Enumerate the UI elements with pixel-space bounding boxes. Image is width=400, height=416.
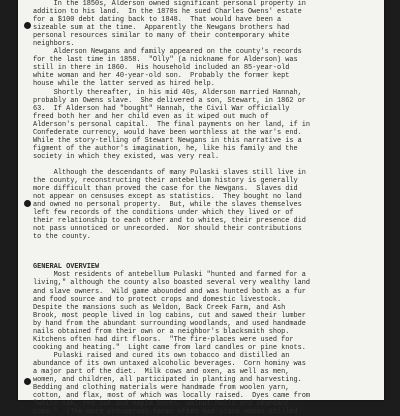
section-heading: GENERAL OVERVIEW	[33, 263, 100, 272]
paragraph: Most residents of antebellum Pulaski "hunted and farmed for a living," although the county also boasted several very wealthy land and slave owners. Wild game abounded and was hunted both as a fur and food source and to protect crops and domestic livestock. Despite the mansions such as Weldon, Back Creek Farm, and Ash Brook, most people lived in log cabins, cut and sawed their lumber by hand from the abundant surrounding woodlands, and used handmade nails obtained from their own or a neighbor's blacksmith shop. Kitchens often had dirt floors. "The fire-places were used for cooking and heating." Light came from lard candles or pine knots.	[33, 271, 311, 352]
paragraph: Shortly thereafter, in his mid 40s, Alderson married Hannah, probably an Owens slave. She delivered a son, Stewart, in 1862 or 63. If Alderson had "bought" Hannah, the Civil War officially freed both her and her child even as it wiped out much of Alderson's personal capital. The final payments on her land, if in Confederate currency, would have been worthless at the war's end. While the story-telling of Stewart Newgans in this narrative is a figment of the author's imagination, he, like his family and the society in which they existed, was very real.	[33, 88, 311, 161]
paragraph: Pulaski raised and cured its own tobacco and distilled an abundance of its own untaxed alcoholic beverages. Corn hominy was a major part of the diet. Milk cows and oxen, as well as men, women, and children, all participated in planting and harvesting. Bedding and clothing materials were handmade from woolen yarn, cotton, and flax, most of which was locally raised. Dyes came from "white oak, red oak and maple barks, walnut hulls and abundant cope." (The more prosperous farms often had slave women skilled	[33, 351, 311, 416]
paragraph: Alderson Newgans and family appeared on the county's records for the last time in 1858. "Olly" (a nickname for Alderson) was still in there in 1860. His household included an 85-year-old white woman and her 40-year-old son. Probably the former kept house while the latter served as hired help.	[33, 48, 302, 89]
punch-hole	[24, 200, 31, 207]
punch-hole	[24, 22, 31, 29]
paragraph: In the 1850s, Alderson owned significant personal property in addition to his land. In the 1870s he sued Charles Owens' estate for a $100 debt dating back to 1848. That would have been a sizeable sum at the time. Apparently the Newgans brothers had personal resources similar to many of their contemporary white neighbors.	[33, 0, 306, 49]
paragraph: Although the descendants of many Pulaski slaves still live in the county, reconstructing their antebellum history is generally more difficult than proved the case for the Newgans. Slaves did not appear on censuses except as statistics. They bought no land and owned no personal property. But, while the slaves themselves left few records of the conditions under which they lived or of their relationship to each other and to whites, their presence did not pass unnoticed or unrecorded. Nor should their contributions to the county.	[33, 168, 306, 242]
punch-hole	[24, 378, 31, 385]
document-page	[18, 0, 384, 416]
document-text	[33, 0, 373, 416]
